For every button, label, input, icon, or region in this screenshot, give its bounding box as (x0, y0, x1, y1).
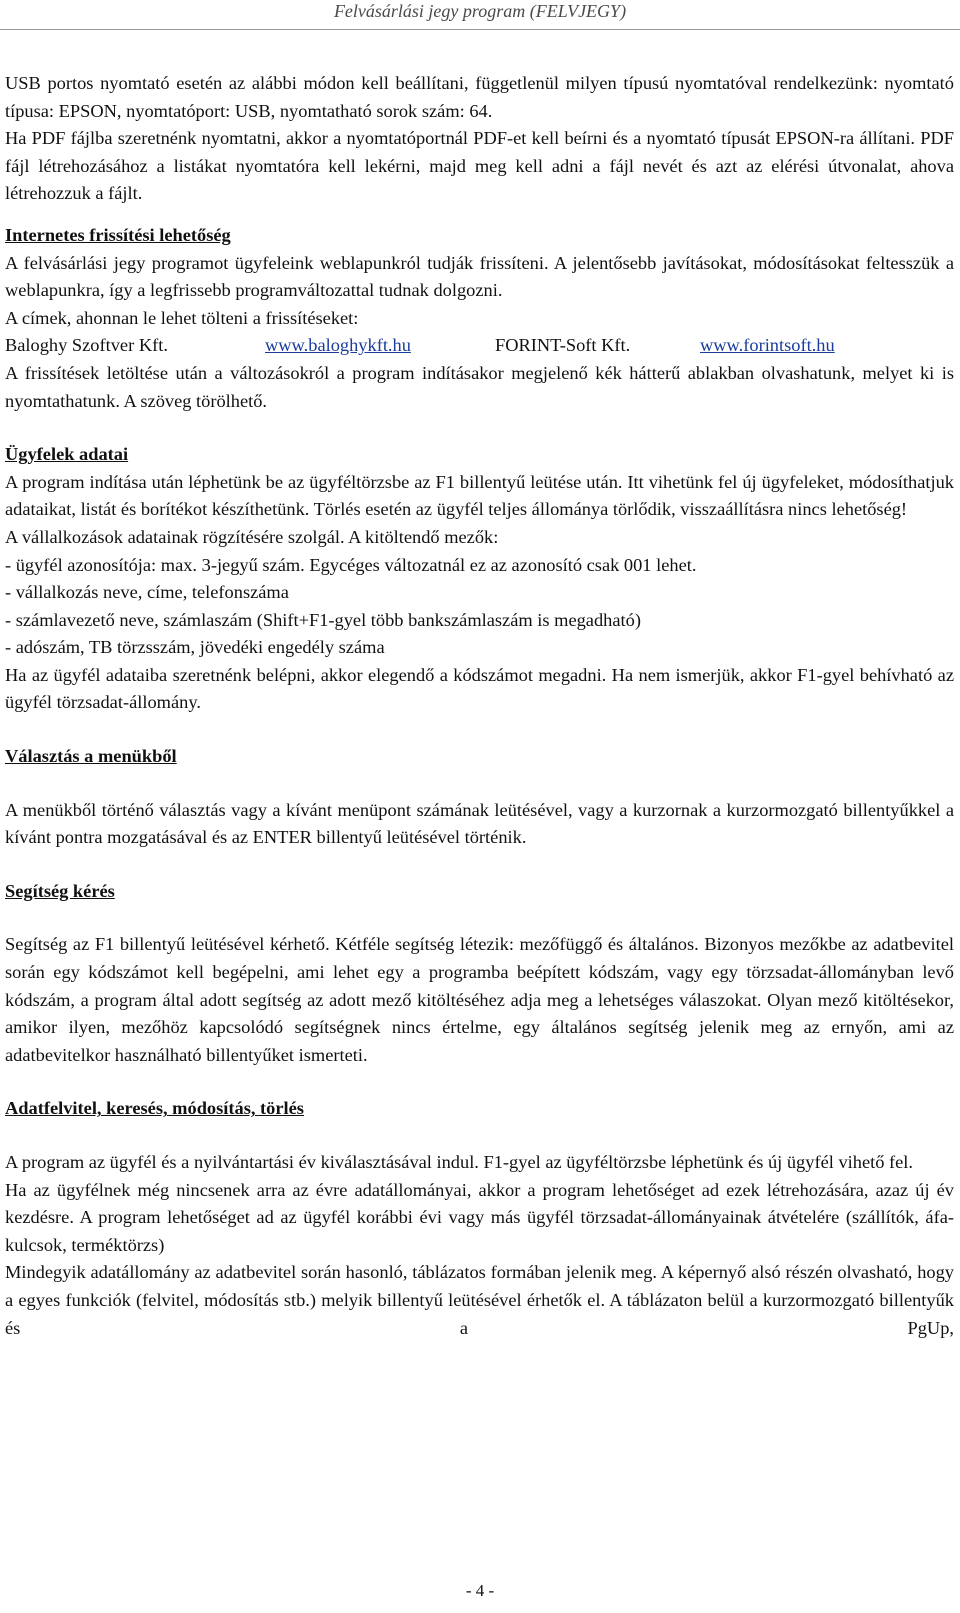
section-clients (5, 441, 954, 717)
data-entry-paragraph-3: Mindegyik adatállomány az adatbevitel során hasonló, táblázatos formában jelenik meg. A képernyő alsó részén olvasható, hogy a egyes funkciók (felvitel, módosítás stb.) melyik billentyű leütésével érhetők el. A táblázaton belül a kurzormozgató billentyűk és a PgUp, (5, 1262, 954, 1338)
section-data-entry (5, 1095, 954, 1342)
internet-paragraph-3: A frissítések letöltése után a változásokról a program indításakor megjelenő kék hátterű ablakban olvashatunk, melyet ki is nyomtathatunk. A szöveg törölhető. (5, 362, 954, 411)
data-entry-paragraph-2: Ha az ügyfélnek még nincsenek arra az évre adatállományai, akkor a program lehetőséget ad ezek létrehozására, azaz új év kezdésre. A program lehetőséget ad az ügyfél korábbi évi vagy más ügyfél törzsadat-állományainak átvételére (szállítók, áfa-kulcsok, terméktörzs) (5, 1179, 954, 1255)
section-heading-help: Segítség kérés (5, 880, 115, 901)
intro-paragraph-pdf: Ha PDF fájlba szeretnénk nyomtatni, akkor a nyomtatóportnál PDF-et kell beírni és a nyomtató típusát EPSON-ra állítani. PDF fájl létrehozásához a listákat nyomtatóra kell lekérni, majd meg kell adni a fájl nevét és azt az elérési útvonalat, ahova létrehozzuk a fájlt. (5, 128, 954, 204)
internet-paragraph-1: A felvásárlási jegy programot ügyfeleink weblapunkról tudják frissíteni. A jelentősebb javításokat, módosításokat feltesszük a weblapunkra, így a legfrissebb programváltozattal tudnak dolgozni. (5, 252, 954, 301)
section-menu (5, 743, 954, 852)
company-name-forint: FORINT-Soft Kft. (495, 335, 631, 356)
page-number: - 4 - (465, 1581, 495, 1600)
page-footer (0, 1581, 960, 1601)
list-item: - adószám, TB törzsszám, jövedéki engedély száma (5, 637, 385, 658)
clients-paragraph-3: Ha az ügyfél adataiba szeretnénk belépni, akkor elegendő a kódszámot megadni. Ha nem ismerjük, akkor F1-gyel behívható az ügyfél törzsadat-állomány. (5, 664, 954, 713)
link-forintsoft[interactable]: www.forintsoft.hu (700, 335, 835, 356)
section-heading-menu: Választás a menükből (5, 746, 177, 767)
section-heading-internet: Internetes frissítési lehetőség (5, 224, 231, 245)
clients-paragraph-2: A vállalkozások adatainak rögzítésére szolgál. A kitöltendő mezők: (5, 526, 499, 547)
company-name-baloghy: Baloghy Szoftver Kft. (5, 335, 168, 356)
download-addresses (5, 332, 954, 360)
clients-paragraph-1: A program indítása után léphetünk be az ügyféltörzsbe az F1 billentyű leütése után. Itt vihetünk fel új ügyfeleket, módosíthatjuk adataikat, listát és borítékot készíthetünk. Törlés esetén az ügyfél teljes állománya törlődik, visszaállításra nincs lehetőség! (5, 471, 954, 520)
document-title: Felvásárlási jegy program (FELVJEGY) (333, 1, 627, 21)
menu-paragraph-1: A menükből történő választás vagy a kívánt menüpont számának leütésével, vagy a kurzornak a kurzormozgató billentyűkkel a kívánt pontra mozgatásával és az ENTER billentyű leütésével történik. (5, 799, 954, 848)
data-entry-paragraph-1: A program az ügyfél és a nyilvántartási év kiválasztásával indul. F1-gyel az ügyféltörzsbe léphetünk és új ügyfél vihető fel. (5, 1152, 914, 1172)
list-item: - ügyfél azonosítója: max. 3-jegyű szám. Egycéges változatnál ez az azonosító csak 001 lehet. (5, 554, 697, 575)
document-body (5, 70, 954, 1342)
page-header (0, 0, 960, 30)
section-heading-clients: Ügyfelek adatai (5, 444, 129, 465)
list-item: - számlavezető neve, számlaszám (Shift+F1-gyel több bankszámlaszám is megadható) (5, 609, 641, 630)
section-internet-update (5, 222, 954, 415)
intro-paragraph-usb: USB portos nyomtató esetén az alábbi módon kell beállítani, függetlenül milyen típusú nyomtatóval rendelkezünk: nyomtató típusa: EPSON, nyomtatóport: USB, nyomtatható sorok szám: 64. (5, 73, 954, 121)
internet-paragraph-2: A címek, ahonnan le lehet tölteni a frissítéseket: (5, 307, 359, 328)
list-item: - vállalkozás neve, címe, telefonszáma (5, 582, 289, 603)
help-paragraph-1: Segítség az F1 billentyű leütésével kérhető. Kétféle segítség létezik: mezőfüggő és általános. Bizonyos mezőkbe az adatbevitel során egy kódszámot kell begépelni, ami lehet egy a programba beépített kódszám, vagy egy törzsadat-állományban levő kódszám, a program által adott segítség az adott mező kitöltéséhez adja meg a lehetséges válaszokat. Olyan mező kitöltésekor, amikor ilyen, mezőhöz kapcsolódó segítségnek nincs értelme, egy általános segítség jelenik meg az ernyőn, ami az adatbevitelkor használható billentyűket ismerteti. (5, 934, 954, 1065)
link-baloghykft[interactable]: www.baloghykft.hu (265, 335, 411, 356)
section-heading-data-entry: Adatfelvitel, keresés, módosítás, törlés (5, 1098, 304, 1119)
section-help (5, 878, 954, 1070)
